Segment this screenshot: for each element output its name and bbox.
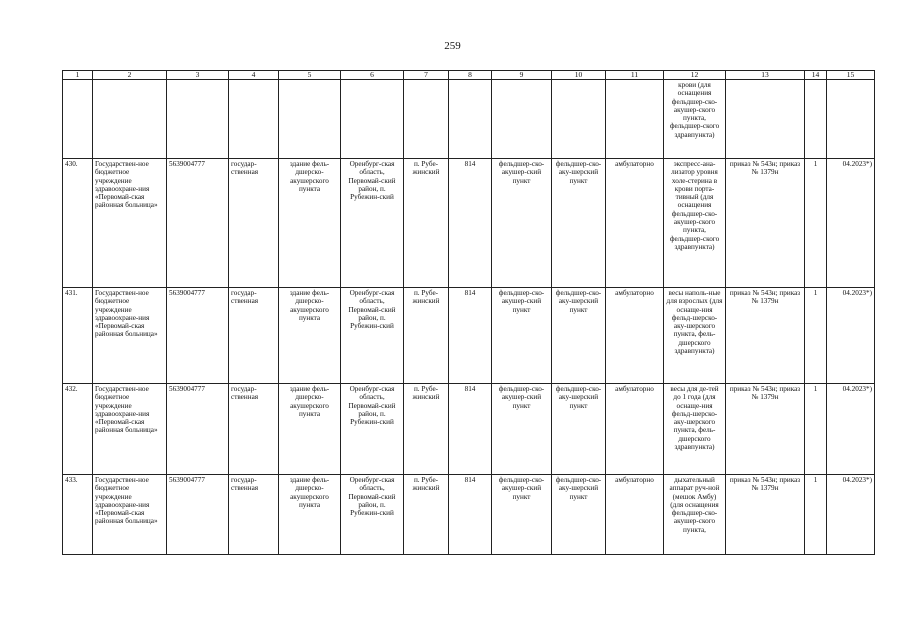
settlement-cell: п. Рубе-жинский xyxy=(404,288,449,384)
inn-cell: 5639004777 xyxy=(167,475,229,555)
settlement-cell: п. Рубе-жинский xyxy=(404,475,449,555)
order-cell: приказ № 543н; приказ № 1379н xyxy=(726,288,805,384)
inn-cell: 5639004777 xyxy=(167,384,229,475)
address-cell: Оренбург-ская область, Первомай-ский район, п. Рубежин-ский xyxy=(341,159,404,288)
facility-type-cell: фельдшер-ско-акушер-ский пункт xyxy=(492,159,552,288)
address-cell: Оренбург-ская область, Первомай-ский район, п. Рубежин-ский xyxy=(341,475,404,555)
column-number: 9 xyxy=(492,71,552,80)
page-number: 259 xyxy=(444,40,461,52)
date-cell: 04.2023*) xyxy=(827,475,875,555)
quantity-cell: 1 xyxy=(805,288,827,384)
order-cell: приказ № 543н; приказ № 1379н xyxy=(726,159,805,288)
building-cell: здание фель-дшерско-акушерского пункта xyxy=(279,384,341,475)
subdivision-cell: фельдшер-ско-аку-шерский пункт xyxy=(552,159,606,288)
continuation-row xyxy=(63,80,875,159)
care-type-cell: амбулаторно xyxy=(606,384,664,475)
column-number: 14 xyxy=(805,71,827,80)
care-type-cell: амбулаторно xyxy=(606,159,664,288)
table-row xyxy=(63,288,875,384)
inn-cell: 5639004777 xyxy=(167,159,229,288)
quantity-cell: 1 xyxy=(805,475,827,555)
equipment-cell: дыхательный аппарат руч-ной (мешок Амбу) (для оснащения фельдшер-ско-акушер-ского пункта, xyxy=(664,475,726,555)
date-cell: 04.2023*) xyxy=(827,159,875,288)
institution-cell: Государствен-ное бюджетное учреждение здравоохране-ния «Первомай-ская районная больница» xyxy=(93,288,167,384)
order-cell: приказ № 543н; приказ № 1379н xyxy=(726,384,805,475)
row-number-cell: 430. xyxy=(63,159,93,288)
date-cell: 04.2023*) xyxy=(827,384,875,475)
care-type-cell: амбулаторно xyxy=(606,475,664,555)
equipment-cell: крови (для оснащения фельдшер-ско-акушер-ского пункта, фельдшер-ского здравпункта) xyxy=(664,80,726,159)
order-cell: приказ № 543н; приказ № 1379н xyxy=(726,475,805,555)
settlement-cell: п. Рубе-жинский xyxy=(404,384,449,475)
building-cell: здание фель-дшерско-акушерского пункта xyxy=(279,288,341,384)
column-number: 1 xyxy=(63,71,93,80)
inn-cell: 5639004777 xyxy=(167,288,229,384)
institution-cell: Государствен-ное бюджетное учреждение здравоохране-ния «Первомай-ская районная больница» xyxy=(93,159,167,288)
institution-cell: Государствен-ное бюджетное учреждение здравоохране-ния «Первомай-ская районная больница» xyxy=(93,384,167,475)
column-number: 8 xyxy=(449,71,492,80)
document-table xyxy=(62,70,875,555)
care-type-cell: амбулаторно xyxy=(606,288,664,384)
column-number: 7 xyxy=(404,71,449,80)
column-number: 11 xyxy=(606,71,664,80)
address-cell: Оренбург-ская область, Первомай-ский район, п. Рубежин-ский xyxy=(341,288,404,384)
ownership-cell: государ-ственная xyxy=(229,159,279,288)
table-row xyxy=(63,384,875,475)
code-cell: 814 xyxy=(449,159,492,288)
column-number: 2 xyxy=(93,71,167,80)
ownership-cell: государ-ственная xyxy=(229,475,279,555)
quantity-cell: 1 xyxy=(805,384,827,475)
column-number: 10 xyxy=(552,71,606,80)
row-number-cell: 432. xyxy=(63,384,93,475)
row-number-cell: 433. xyxy=(63,475,93,555)
quantity-cell: 1 xyxy=(805,159,827,288)
ownership-cell: государ-ственная xyxy=(229,384,279,475)
settlement-cell: п. Рубе-жинский xyxy=(404,159,449,288)
facility-type-cell: фельдшер-ско-акушер-ский пункт xyxy=(492,475,552,555)
building-cell: здание фель-дшерско-акушерского пункта xyxy=(279,475,341,555)
code-cell: 814 xyxy=(449,475,492,555)
column-number: 6 xyxy=(341,71,404,80)
equipment-cell: весы наполь-ные для взрослых (для оснаще-ния фельд-шерско-аку-шерского пункта, фель-дшерского здравпункта) xyxy=(664,288,726,384)
column-number: 4 xyxy=(229,71,279,80)
facility-type-cell: фельдшер-ско-акушер-ский пункт xyxy=(492,384,552,475)
table-row xyxy=(63,159,875,288)
subdivision-cell: фельдшер-ско-аку-шерский пункт xyxy=(552,384,606,475)
column-number: 15 xyxy=(827,71,875,80)
column-number: 12 xyxy=(664,71,726,80)
column-number: 13 xyxy=(726,71,805,80)
equipment-cell: экспресс-ана-лизатор уровня холе-стерина в крови порта-тивный (для оснащения фельдшер-ско-акушер-ского пункта, фельдшер-ского здравпункта) xyxy=(664,159,726,288)
column-number: 5 xyxy=(279,71,341,80)
column-number-row xyxy=(63,71,875,80)
code-cell: 814 xyxy=(449,288,492,384)
table-row xyxy=(63,475,875,555)
subdivision-cell: фельдшер-ско-аку-шерский пункт xyxy=(552,475,606,555)
subdivision-cell: фельдшер-ско-аку-шерский пункт xyxy=(552,288,606,384)
row-number-cell: 431. xyxy=(63,288,93,384)
ownership-cell: государ-ственная xyxy=(229,288,279,384)
address-cell: Оренбург-ская область, Первомай-ский район, п. Рубежин-ский xyxy=(341,384,404,475)
date-cell: 04.2023*) xyxy=(827,288,875,384)
facility-type-cell: фельдшер-ско-акушер-ский пункт xyxy=(492,288,552,384)
code-cell: 814 xyxy=(449,384,492,475)
institution-cell: Государствен-ное бюджетное учреждение здравоохране-ния «Первомай-ская районная больница» xyxy=(93,475,167,555)
column-number: 3 xyxy=(167,71,229,80)
equipment-cell: весы для де-тей до 1 года (для оснаще-ния фельд-шерско-аку-шерского пункта, фель-дшерского здравпункта) xyxy=(664,384,726,475)
building-cell: здание фель-дшерско-акушерского пункта xyxy=(279,159,341,288)
